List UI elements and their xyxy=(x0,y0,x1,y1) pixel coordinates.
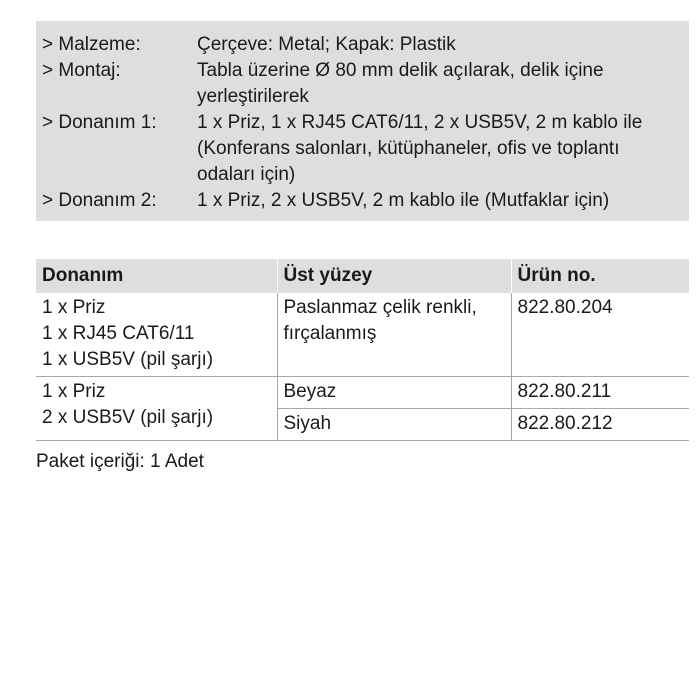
surface-cell: Beyaz xyxy=(277,377,511,409)
package-contents-note: Paket içeriği: 1 Adet xyxy=(36,451,204,472)
surface-cell: Siyah xyxy=(277,409,511,441)
spec-label: > Montaj: xyxy=(42,60,121,81)
table-row xyxy=(36,293,689,377)
table-row xyxy=(36,377,689,409)
spec-label: > Malzeme: xyxy=(42,34,141,55)
spec-label: > Donanım 2: xyxy=(42,190,157,211)
product-no-cell: 822.80.204 xyxy=(511,293,689,377)
product-no-cell: 822.80.212 xyxy=(511,409,689,441)
product-table xyxy=(36,259,689,441)
equipment-line: 2 x USB5V (pil şarjı) xyxy=(42,407,214,428)
equipment-line: 1 x USB5V (pil şarjı) xyxy=(42,349,214,370)
header-product-no: Ürün no. xyxy=(511,259,689,293)
equipment-line: 1 x Priz xyxy=(42,381,106,402)
product-no-cell: 822.80.211 xyxy=(511,377,689,409)
spec-value: 1 x Priz, 2 x USB5V, 2 m kablo ile (Mutfaklar için) xyxy=(197,190,610,211)
spec-value: Çerçeve: Metal; Kapak: Plastik xyxy=(197,34,456,55)
equipment-line: 1 x Priz xyxy=(42,297,106,318)
header-surface: Üst yüzey xyxy=(277,259,511,293)
surface-cell: Paslanmaz çelik renkli, fırçalanmış xyxy=(277,293,511,377)
spec-value: 1 x Priz, 1 x RJ45 CAT6/11, 2 x USB5V, 2 m kablo ile (Konferans salonları, kütüphaneler, ofis ve toplantı odaları için) xyxy=(197,112,643,185)
spec-label: > Donanım 1: xyxy=(42,112,157,133)
equipment-cell xyxy=(36,377,277,441)
spec-row-equipment-1 xyxy=(42,110,689,188)
table-header-row xyxy=(36,259,689,293)
specification-box xyxy=(36,21,689,221)
spec-row-equipment-2 xyxy=(42,188,689,214)
equipment-line: 1 x RJ45 CAT6/11 xyxy=(42,323,195,344)
spec-row-material xyxy=(42,32,689,58)
spec-value: Tabla üzerine Ø 80 mm delik açılarak, delik içine yerleştirilerek xyxy=(197,60,604,107)
spec-row-mounting xyxy=(42,58,689,110)
header-equipment: Donanım xyxy=(36,259,277,293)
equipment-cell xyxy=(36,293,277,377)
